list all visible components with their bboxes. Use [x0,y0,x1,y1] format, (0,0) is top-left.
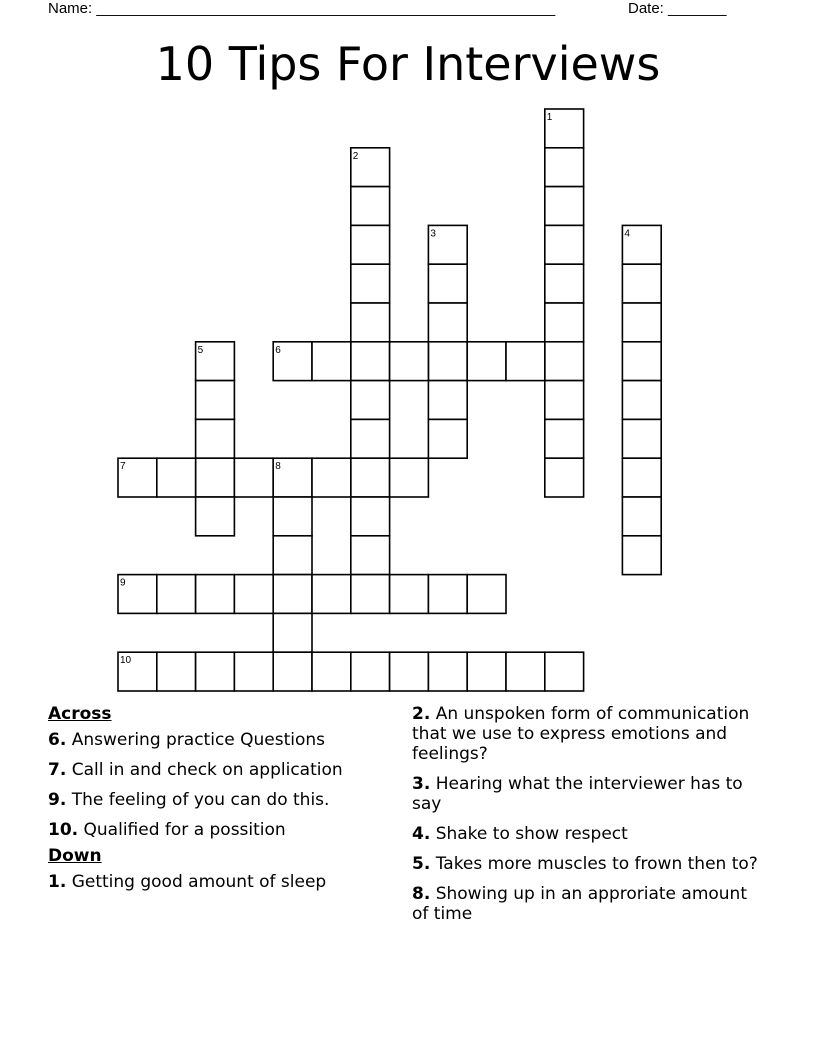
grid-cell[interactable] [273,575,312,614]
grid-cell[interactable] [196,575,235,614]
grid-cell[interactable] [622,458,661,497]
grid-cell[interactable] [428,264,467,303]
clue-text: Getting good amount of sleep [71,872,327,892]
grid-cell[interactable] [351,342,390,381]
grid-cell[interactable] [157,458,196,497]
clue-down-1 [48,872,388,892]
grid-cell[interactable] [506,342,545,381]
grid-cell[interactable] [234,652,273,691]
date-label: Date: [628,0,664,17]
page-title: 10 Tips For Interviews [155,37,661,91]
grid-cell[interactable] [196,419,235,458]
grid-cell[interactable] [428,652,467,691]
grid-cell[interactable] [312,652,351,691]
grid-number: 9 [120,577,126,589]
grid-cell[interactable] [312,458,351,497]
grid-number: 7 [120,461,126,473]
grid-cell[interactable] [351,419,390,458]
grid-cell[interactable] [545,342,584,381]
clue-across-7 [48,760,388,780]
grid-cell[interactable] [545,419,584,458]
grid-cell[interactable] [312,342,351,381]
grid-cell[interactable] [234,575,273,614]
clue-across-10 [48,820,388,840]
grid-cell[interactable] [622,381,661,420]
grid-cell[interactable] [196,458,235,497]
grid-number: 2 [352,150,359,162]
clue-text: The feeling of you can do this. [71,790,330,810]
clue-number: 1. [48,872,67,892]
name-blank[interactable]: _______________________________________________________ [96,0,556,17]
grid-cell[interactable] [390,342,429,381]
grid-cell[interactable] [157,575,196,614]
clue-across-9 [48,790,388,810]
grid-cell[interactable] [351,381,390,420]
name-label: Name: [48,0,93,17]
grid-number: 1 [546,112,553,123]
clue-number: 4. [412,824,431,844]
clue-text: Takes more muscles to frown then to? [435,854,758,874]
grid-cell[interactable] [545,225,584,264]
clue-down-5 [412,854,762,874]
grid-number: 10 [120,655,132,667]
grid-cell[interactable] [312,575,351,614]
grid-cell[interactable] [196,497,235,536]
grid-cell[interactable] [196,381,235,420]
grid-number: 4 [624,228,630,240]
grid-cell[interactable] [351,536,390,575]
clue-across-6 [48,730,388,750]
clue-text: Answering practice Questions [71,730,326,750]
clue-text: Showing up in an approriate amount of time [412,884,747,924]
grid-cell[interactable] [351,225,390,264]
grid-cell[interactable] [351,458,390,497]
clue-number: 5. [412,854,431,874]
grid-cell[interactable] [273,613,312,652]
clue-text: Shake to show respect [435,824,628,844]
grid-cell[interactable] [428,342,467,381]
grid-cell[interactable] [545,148,584,187]
grid-cell[interactable] [622,536,661,575]
clue-down-8 [412,884,762,924]
grid-cell[interactable] [428,381,467,420]
grid-cell[interactable] [234,458,273,497]
grid-cell[interactable] [545,187,584,226]
grid-number: 3 [430,228,436,240]
clue-text: An unspoken form of communication that we use to express emotions and feelings? [412,704,750,764]
clue-down-2 [412,704,762,764]
grid-cell[interactable] [428,419,467,458]
grid-cell[interactable] [273,652,312,691]
clue-number: 3. [412,774,431,794]
date-blank[interactable]: _______ [668,0,727,17]
grid-cell[interactable] [390,652,429,691]
down-heading: Down [48,846,102,866]
grid-cell[interactable] [545,381,584,420]
grid-cell[interactable] [467,342,506,381]
clue-number: 10. [48,820,79,840]
grid-cell[interactable] [390,458,429,497]
grid-cell[interactable] [545,303,584,342]
grid-cell[interactable] [506,652,545,691]
clue-number: 7. [48,760,67,780]
grid-cell[interactable] [467,652,506,691]
clue-down-4 [412,824,762,844]
clue-text: Hearing what the interviewer has to say [412,774,743,814]
clues-right-column [412,704,762,934]
clue-number: 2. [412,704,431,724]
grid-number: 8 [275,461,281,473]
clue-text: Qualified for a possition [83,820,286,840]
grid-cell[interactable] [622,497,661,536]
clue-number: 9. [48,790,67,810]
clues-left-column [48,704,388,902]
grid-cell[interactable] [273,497,312,536]
grid-cell[interactable] [157,652,196,691]
grid-cell[interactable] [622,419,661,458]
grid-cell[interactable] [467,575,506,614]
grid-number: 6 [275,344,281,356]
grid-cell[interactable] [428,303,467,342]
grid-cell[interactable] [351,303,390,342]
grid-cell[interactable] [545,458,584,497]
clue-text: Call in and check on application [71,760,343,780]
grid-number: 5 [197,344,204,356]
grid-cell[interactable] [390,575,429,614]
grid-cell[interactable] [428,575,467,614]
clue-down-3 [412,774,762,814]
grid-cell[interactable] [351,575,390,614]
grid-cell[interactable] [351,264,390,303]
grid-cell[interactable] [545,264,584,303]
clue-number: 8. [412,884,431,904]
grid-cell[interactable] [273,536,312,575]
grid-cell[interactable] [622,342,661,381]
grid-cell[interactable] [545,652,584,691]
grid-cell[interactable] [351,652,390,691]
grid-cell[interactable] [622,303,661,342]
grid-cell[interactable] [351,497,390,536]
clue-number: 6. [48,730,67,750]
grid-cell[interactable] [351,187,390,226]
grid-cell[interactable] [622,264,661,303]
across-heading: Across [48,704,112,724]
grid-cell[interactable] [196,652,235,691]
